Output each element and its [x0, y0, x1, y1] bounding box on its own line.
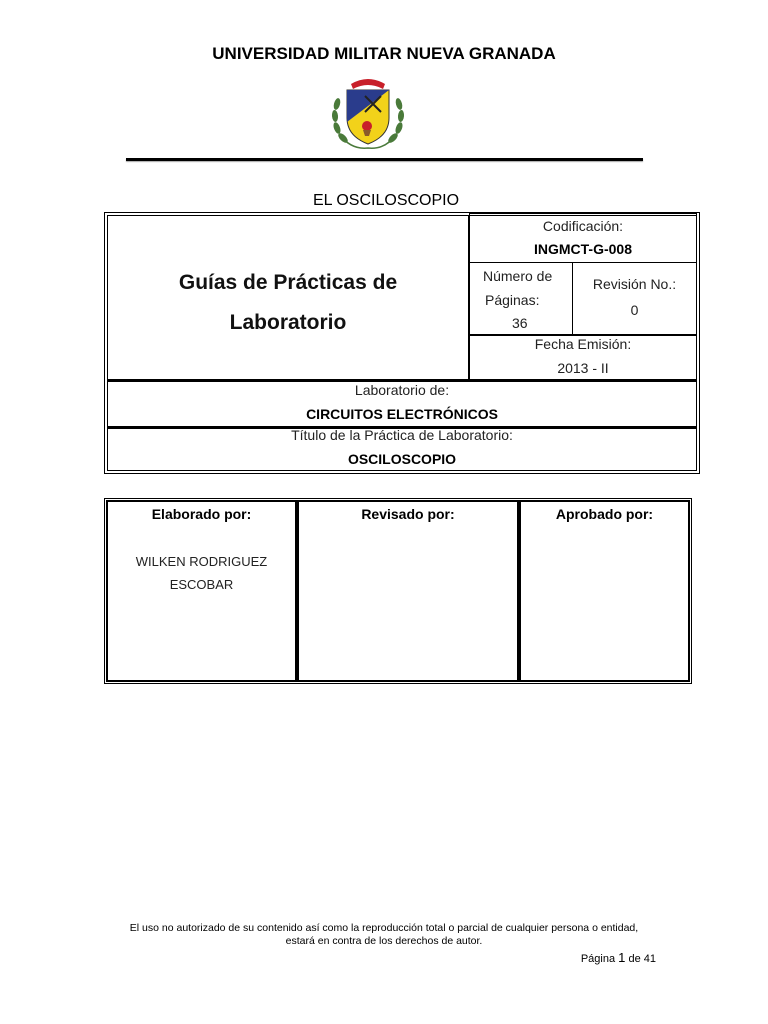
num-paginas-cell — [469, 262, 573, 335]
elaborado-label: Elaborado por: — [151, 506, 252, 522]
page-total: de 41 — [628, 953, 656, 965]
codificacion-value: INGMCT-G-008 — [533, 241, 632, 257]
laboratorio-value: CIRCUITOS ELECTRÓNICOS — [306, 406, 498, 422]
num-paginas-value: 36 — [512, 315, 528, 331]
laboratorio-label: Laboratorio de: — [354, 382, 450, 398]
main-title-line2: Laboratorio — [229, 311, 347, 334]
codificacion-label: Codificación: — [542, 218, 624, 234]
revision-value: 0 — [630, 302, 639, 318]
revisado-cell — [297, 500, 519, 682]
main-title-line1: Guías de Prácticas de — [178, 271, 398, 294]
elaborado-name-line1: WILKEN RODRIGUEZ — [135, 554, 268, 569]
aprobado-cell — [519, 500, 690, 682]
fecha-label: Fecha Emisión: — [534, 336, 632, 352]
titulo-row — [107, 427, 697, 471]
fecha-cell — [469, 335, 697, 380]
copyright-notice-line2: estará en contra de los derechos de autor. — [285, 935, 483, 947]
aprobado-label: Aprobado por: — [555, 506, 654, 522]
laboratorio-row — [107, 380, 697, 427]
university-crest-icon — [329, 70, 407, 152]
num-paginas-label-line1: Número de — [483, 268, 553, 284]
copyright-notice-line1: El uso no autorizado de su contenido así como la reproducción total o parcial de cualquier persona o entidad, — [129, 922, 639, 934]
elaborado-cell — [106, 500, 297, 682]
copyright-notice — [0, 922, 768, 948]
page-number — [581, 950, 656, 965]
fecha-value: 2013 - II — [557, 360, 609, 376]
main-title-cell — [107, 215, 469, 380]
page-current: 1 — [618, 950, 626, 965]
page-prefix: Página — [580, 953, 616, 965]
revision-label: Revisión No.: — [592, 276, 677, 292]
titulo-label: Título de la Práctica de Laboratorio: — [291, 427, 513, 443]
revisado-label: Revisado por: — [361, 506, 455, 522]
document-title: EL OSCILOSCOPIO — [312, 192, 460, 209]
num-paginas-label-line2: Páginas: — [485, 292, 540, 308]
titulo-value: OSCILOSCOPIO — [347, 451, 457, 467]
university-name: UNIVERSIDAD MILITAR NUEVA GRANADA — [212, 44, 556, 63]
codificacion-cell — [469, 213, 697, 263]
header-divider — [126, 158, 643, 161]
revision-cell — [572, 262, 697, 335]
elaborado-name-line2: ESCOBAR — [169, 577, 234, 592]
